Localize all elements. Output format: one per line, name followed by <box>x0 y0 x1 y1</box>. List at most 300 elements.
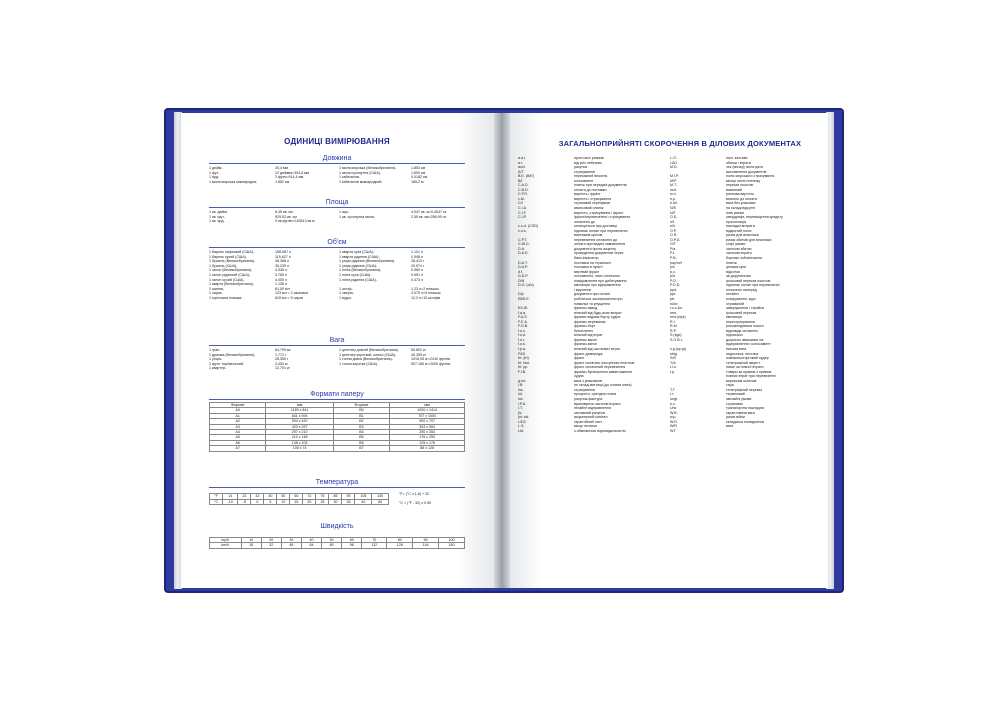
length-title: Довжина <box>209 155 465 164</box>
abbreviation-meaning: питома вага <box>726 346 747 351</box>
abbreviation: n.wt. <box>670 201 678 206</box>
abbreviation-meaning: часткові збитки <box>726 246 752 251</box>
unit-cell: 1 галон рідинний (США)- <box>209 272 251 277</box>
abbreviation: M.I.P. <box>670 174 679 179</box>
abbreviation: P.N. <box>670 256 677 261</box>
table-cell: 30 <box>329 499 342 504</box>
abbreviation: T.T. <box>670 387 676 392</box>
abbreviation-meaning: платіж <box>726 260 737 265</box>
abbreviation: t.r. <box>670 392 674 397</box>
abbreviation-meaning: страхування <box>574 387 595 392</box>
abbreviation-meaning: оплачено наперед <box>726 287 757 292</box>
abbreviation: rem. <box>670 310 678 315</box>
abbreviation-meaning: акціонерний капітал <box>574 415 608 420</box>
abbreviation-meaning: квитанція про відправлення <box>574 283 621 288</box>
abbreviation-meaning: з обмеженою відповідальністю <box>574 428 626 433</box>
unit-cell: 45.359 кг <box>411 352 426 357</box>
abbreviation: S.(sgd) <box>670 333 682 338</box>
abbreviation: I.P.A. <box>518 401 527 406</box>
table-cell: 20 <box>303 499 316 504</box>
unit-cell: 1 галон (Великобританія)- <box>209 268 253 273</box>
abbreviation-meaning: франко-завод <box>574 306 598 311</box>
volume-title: Об'єм <box>209 239 465 248</box>
abbreviation-meaning: перестрахування <box>726 319 755 324</box>
unit-cell: 0,454 кг <box>275 361 288 366</box>
unit-cell: 0.0182 км <box>411 175 428 180</box>
paper-cell: 176 х 250 <box>390 435 465 440</box>
abbreviation-meaning: грошовий переказ поштою <box>726 278 771 283</box>
page-title: ОДИНИЦІ ВИМІРЮВАННЯ <box>284 137 390 146</box>
abbreviation: w.p. <box>670 415 677 420</box>
abbreviation-meaning: франко-бункеренню завантаження <box>574 369 633 374</box>
abbreviation-meaning: товари за правом з правом <box>726 369 772 374</box>
abbreviation: a.a.r. <box>518 156 526 160</box>
unit-cell: 1 фут- <box>209 170 220 175</box>
abbreviation-meaning: фрахт сплатить наступною платною <box>574 360 635 365</box>
paper-cell: A7 <box>210 446 266 451</box>
table-cell: 112 <box>362 543 387 548</box>
table-cell: 60 <box>342 538 362 543</box>
abbreviation-meaning: франко-борт <box>574 324 596 329</box>
abbreviation: T/A <box>670 360 676 365</box>
abbreviation: W.R. <box>670 419 678 424</box>
abbreviation: C.P.T. <box>518 237 528 242</box>
abbreviation: D/p <box>518 292 524 297</box>
abbreviation: O.P. <box>670 228 677 233</box>
abbreviation-meaning: грошовий переказ <box>726 310 757 315</box>
abbreviations-column-1 <box>518 156 634 433</box>
paper-cell: B7 <box>333 446 389 451</box>
abbreviation-meaning: поставлено, мито сплачено <box>574 274 620 279</box>
abbreviation: F.I.B. <box>518 369 527 374</box>
unit-cell: 1 ярд- <box>209 175 220 180</box>
table-cell: 25 <box>316 499 329 504</box>
paper-cell: B3 <box>333 424 389 429</box>
abbreviation-meaning: збитки і втрати <box>726 160 751 165</box>
unit-cell: 1.136 л <box>275 282 288 287</box>
unit-cell: 123 мл = 2 шкалики <box>275 291 308 296</box>
abbreviation: P.O.D. <box>670 283 681 288</box>
abbreviation-meaning: транспортна накладна <box>726 406 764 411</box>
unit-cell: 1 штоф- <box>339 286 353 291</box>
abbreviation-meaning: старі умови <box>726 242 746 247</box>
paper-cell: A6 <box>210 440 266 445</box>
unit-cell: 1 галон сухий (США)- <box>209 277 245 282</box>
abbreviation: D.D.P. <box>518 274 529 279</box>
table-cell: 48 <box>281 543 301 548</box>
abbreviation: rcl/cl <box>670 301 678 306</box>
paper-cell: A1 <box>210 413 266 418</box>
table-cell: °C <box>210 499 223 504</box>
unit-cell: 1 барель сухий (США)- <box>209 254 248 259</box>
unit-row <box>209 180 465 185</box>
abbreviation-meaning: фрахт <box>574 356 585 361</box>
abbreviation: C.I.P. <box>518 215 527 220</box>
unit-cell: 1 драхма (Великобританія)- <box>209 352 256 357</box>
abbreviation-meaning: гарантійний лист <box>574 419 603 424</box>
paper-cell: 125 х 176 <box>390 440 465 445</box>
abbreviation: c.o.d. (COD) <box>518 224 539 229</box>
weight-section <box>209 337 465 371</box>
abbreviation: p/d <box>670 274 675 279</box>
unit-cell: 1 бушель (Великобританія)- <box>209 259 256 264</box>
abbreviation-meaning: документи при оплаті <box>574 292 610 297</box>
unit-cell: 1 кабельтов міжнародний- <box>339 179 383 184</box>
unit-cell: 12,3 л=10 штофів <box>411 295 441 300</box>
abbreviation: O.R. <box>670 233 678 238</box>
abbreviation-meaning: рахунок <box>574 165 588 170</box>
abbreviation: B.E. (B/E) <box>518 174 534 179</box>
abbreviation-meaning: ризик війни <box>726 415 745 420</box>
table-cell: 23 <box>238 494 251 499</box>
table-cell: 95 <box>342 494 355 499</box>
abbreviation-meaning: терміновий <box>726 392 745 397</box>
abbreviation-meaning: франко вздовж борту судна <box>574 315 621 320</box>
abbreviation: frt. (frt) <box>518 356 529 361</box>
abbreviation: c.&i. <box>518 196 525 201</box>
table-cell: -10 <box>223 499 238 504</box>
abbreviation-meaning: рекомендована пошта <box>726 324 764 329</box>
abbreviation-meaning: фрахт/перевезення і страхування <box>574 215 631 220</box>
paper-header: Формат <box>210 403 266 408</box>
unit-cell: 1,23 л=2 пляшки <box>411 286 439 291</box>
abbreviation: frt. fwd. <box>518 360 530 365</box>
abbreviation-meaning: вага з упаковкою <box>574 378 603 383</box>
table-cell: 70 <box>362 538 387 543</box>
unit-cell: 3.785 л <box>275 272 288 277</box>
unit-cell: 25,4 мм <box>275 166 288 170</box>
abbreviation: d.f. <box>518 269 523 274</box>
temperature-title: Температура <box>209 479 465 488</box>
abbreviation-meaning: вага без упаковки <box>726 201 756 206</box>
unit-cell: 929,03 кв. см <box>275 214 297 219</box>
paper-cell: A5 <box>210 435 266 440</box>
unit-cell: 1 миля сухопутна (США)- <box>339 170 382 175</box>
paper-cell: 105 х 74 <box>266 446 333 451</box>
abbreviation-meaning: відправлення і коносамент <box>726 342 771 347</box>
unit-cell: 0.569 л <box>411 268 424 273</box>
unit-cell: 1 кварта суха (США)- <box>339 250 375 254</box>
unit-cell <box>339 366 411 371</box>
weight-title: Вага <box>209 337 465 346</box>
abbreviation: N/T <box>670 210 676 215</box>
abbreviation: ptr. <box>670 296 675 301</box>
paper-cell: 500 х 707 <box>390 419 465 424</box>
abbreviation-meaning: підписано <box>726 333 743 338</box>
right-page <box>510 113 828 588</box>
abbreviation-meaning: ціновик ціни <box>726 265 747 270</box>
abbreviation: C.I.A. <box>518 206 527 211</box>
abbreviation-meaning: отриманий <box>726 301 745 306</box>
area-title: Площа <box>209 199 465 208</box>
abbreviation: c.o.s. <box>518 228 527 233</box>
unit-cell: 4.047 кв. м=0,4047 га <box>411 210 447 214</box>
paper-cell: 353 х 500 <box>390 424 465 429</box>
abbreviation: ppt. <box>670 292 676 297</box>
abbreviation: jnt. stk <box>518 415 529 420</box>
abbreviation-meaning: вартість і страхування <box>574 196 612 201</box>
paper-cell: 420 х 297 <box>266 424 333 429</box>
unit-cell: 1 кв. фут- <box>209 214 226 219</box>
table-cell: 0 <box>251 499 264 504</box>
abbreviation: p/c <box>670 265 675 270</box>
paper-cell: 841 х 594 <box>266 413 333 418</box>
unit-cell: 907.185 кг=2000 фунтів <box>411 361 451 366</box>
abbreviation: S/N <box>670 356 676 361</box>
abbreviation-meaning: підлягає оплаті при перевезенні <box>726 283 780 288</box>
unit-cell: 115,627 л <box>275 254 291 259</box>
abbreviation-meaning: місце печатки <box>574 424 597 429</box>
abbreviation: m.v. <box>670 192 677 197</box>
table-cell: 16 <box>241 543 261 548</box>
paper-cell: 88 х 125 <box>390 446 465 451</box>
abbreviation-meaning: авансовий платіж <box>574 206 604 211</box>
unit-cell: 1 кабельтов- <box>339 175 360 180</box>
abbreviation-meaning: робляться застереження про <box>574 296 623 301</box>
abbreviation-meaning: і вручення <box>574 287 592 292</box>
formula-c: °C = (°F - 32) х 0.55 <box>399 501 432 505</box>
abbreviation-meaning: страхування <box>574 169 595 174</box>
unit-cell: 0.473 л <box>411 277 424 282</box>
speed-section <box>209 523 465 549</box>
unit-cell: 1 горілчана пляшка- <box>209 295 243 300</box>
book-spine <box>494 113 510 588</box>
abbreviation: rect.(rept) <box>670 315 686 320</box>
abbreviation-meaning: вантажем цілком <box>574 233 603 238</box>
table-cell: 75 <box>316 494 329 499</box>
abbreviation: P/a <box>670 246 676 251</box>
abbreviation-meaning: проведення документів через <box>574 251 624 256</box>
abbreviation-meaning: овердрафт, перевищення кредиту <box>726 215 783 220</box>
table-row <box>210 446 465 451</box>
unit-cell: 1 квартер- <box>209 366 227 371</box>
paper-cell: 594 х 420 <box>266 419 333 424</box>
abbreviation-meaning: документи проти акцепту <box>574 246 617 251</box>
abbreviation: a.r. <box>518 160 523 165</box>
table-cell: 5 <box>264 499 277 504</box>
table-cell: °F <box>210 494 223 499</box>
paper-cell: 707 х 1000 <box>390 413 465 418</box>
table-cell: 40 <box>301 538 321 543</box>
unit-row <box>209 296 465 301</box>
abbreviation: r.c.c.&s. <box>670 306 683 311</box>
abbreviation-meaning: тара <box>726 383 734 388</box>
abbreviation-meaning: проценти, орендна плата <box>574 392 617 397</box>
abbreviation-meaning: коносамент <box>574 178 594 183</box>
abbreviation-meaning: доцільно зважаючи на <box>726 337 764 342</box>
unit-row <box>209 366 465 371</box>
abbreviation: O.D. <box>670 215 678 220</box>
abbreviation-meaning: вільний від втрат <box>574 333 603 338</box>
abbreviation: mut. <box>670 187 677 192</box>
unit-cell: 185,2 м <box>411 179 424 184</box>
paper-cell: B6 <box>333 440 389 445</box>
abbreviation-meaning: фрахт-демередж <box>574 351 603 356</box>
abbreviation-meaning: перевезення оплачено до <box>574 237 618 242</box>
abbreviation: t.p. <box>670 369 675 374</box>
abbreviation: f.o.s. <box>518 342 526 347</box>
abbreviation-meaning: звичайні умови <box>726 396 752 401</box>
abbreviation-meaning: ринкова вартість <box>726 192 755 197</box>
unit-cell: 1 пінта суха (США)- <box>339 272 372 277</box>
abbreviation-meaning: на складі відсутні <box>726 206 756 211</box>
abbreviation-meaning: франко-вагон <box>574 342 597 347</box>
abbreviation: L&D <box>670 160 677 165</box>
abbreviation: I.T. <box>518 406 523 411</box>
abbreviation-meaning: вексель до оплати <box>726 196 757 201</box>
abbreviation: WT <box>670 428 676 433</box>
paper-section <box>209 391 465 452</box>
table-cell: 144 <box>413 543 439 548</box>
table-cell: 100 <box>439 538 465 543</box>
table-cell: -5 <box>238 499 251 504</box>
abbreviation-meaning: котирування, курс <box>726 296 756 301</box>
unit-cell: 158,987 л <box>275 250 292 254</box>
table-cell: 14 <box>223 494 238 499</box>
abbreviation-meaning: страховик <box>726 401 743 406</box>
unit-cell: 1 унція рідинна (США)- <box>339 263 378 268</box>
abbreviation-meaning: банк-інкасатор <box>574 256 599 261</box>
abbreviation-meaning: страховий сертифікат <box>574 201 611 206</box>
abbreviation: W/R <box>670 424 677 429</box>
abbreviation: O.P.D. <box>670 237 681 242</box>
unit-cell: 1 кв. сухопутна миля- <box>339 214 375 219</box>
abbreviation-meaning: чек (місяці) після дати <box>726 165 763 170</box>
abbreviation-meaning: оплата до поставки <box>574 187 607 192</box>
abbreviation-meaning: відсотки <box>726 269 740 274</box>
abbreviation: C.F.R. <box>518 192 528 197</box>
unit-cell: 1.101 л <box>411 250 424 254</box>
abbreviation-meaning: складська посвідчення <box>726 419 765 424</box>
abbreviation-meaning: не склад митниці (до сплати мита) <box>574 383 632 388</box>
unit-cell: 1 пінта рідинна (США)- <box>339 277 378 282</box>
abbreviation-meaning: вільний від будь-яких витрат <box>574 310 622 315</box>
abbreviation-meaning: вільний від часткових втрат <box>574 346 621 351</box>
abbreviation-meaning: відповідь оплачено <box>726 328 759 333</box>
abbreviation: F&D <box>518 351 526 356</box>
left-page <box>181 113 494 588</box>
abbreviation: D.O. (d/o) <box>518 283 534 288</box>
abbreviation: D/N <box>518 278 525 283</box>
unit-cell: 0.551 л <box>411 272 424 277</box>
unit-cell: 1.853 км <box>411 166 426 170</box>
abbreviation: D.A.T. <box>518 260 528 265</box>
abbreviation: N/S <box>670 206 676 211</box>
abbreviation: R.I. <box>670 319 676 324</box>
unit-cell: 1 миля морська міжнародна- <box>209 179 258 184</box>
abbreviation: ppd. <box>670 287 677 292</box>
abbreviation-meaning: від усіх небезпек <box>574 160 602 165</box>
abbreviations-column-2 <box>670 156 783 433</box>
abbreviation-meaning: заворушення і страйки <box>726 306 764 311</box>
unit-cell: 50.802 кг <box>411 348 426 352</box>
abbreviation-meaning: лист застави <box>726 156 748 160</box>
abbreviation-meaning: поліс морського страхування <box>726 174 775 179</box>
abbreviation-meaning: зовнішньоторговий ордер <box>726 356 769 361</box>
abbreviation-meaning: боргове зобов'язання <box>726 256 762 261</box>
abbreviation-meaning: помилки та упущення <box>574 301 611 306</box>
abbreviation-meaning: пролонгація <box>726 219 747 224</box>
abbreviation: t.l.o. <box>670 365 677 370</box>
abbreviation: D.A.P. <box>518 265 528 270</box>
abbreviation-meaning: заставний рахунок <box>574 410 606 415</box>
unit-cell: 4.405 л <box>275 277 288 282</box>
abbreviation: F.C.A. <box>518 319 528 324</box>
abbreviation-meaning: підлягає оплаті при перевезенні <box>574 228 628 233</box>
unit-cell: 1 кварта рідинна (США)- <box>339 254 380 259</box>
abbreviation-meaning: фрахт сплачений перевезення <box>574 365 626 370</box>
unit-cell: 1 шипня- <box>209 286 224 291</box>
abbreviations-title: ЗАГАЛЬНОПРИЙНЯТІ СКОРОЧЕННЯ В ДІЛОВИХ ДОКУМЕНТАХ <box>558 139 802 148</box>
unit-cell: 1.609 км <box>411 170 426 175</box>
abbreviation-meaning: квитанція <box>726 315 742 320</box>
table-cell: 15 <box>290 499 303 504</box>
table-cell: 96 <box>342 543 362 548</box>
unit-cell: 35,239 л <box>275 263 290 268</box>
unit-cell: 0.946 л <box>411 254 424 259</box>
abbreviation-meaning: негайно <box>726 292 740 297</box>
unit-cell: 1 відро- <box>339 295 352 300</box>
speed-title: Швидкість <box>320 523 354 530</box>
unit-cell: 1 унція рідинна (Великобританія)- <box>339 259 396 264</box>
unit-cell: 1 центнер короткий, кінтал (США)- <box>339 352 397 357</box>
unit-cell: 1 барель нафтовий (США)- <box>209 250 255 254</box>
abbreviation: M/P <box>670 178 677 183</box>
unit-cell <box>411 366 465 371</box>
paper-cell: 250 х 353 <box>390 430 465 435</box>
abbreviation: p.c. <box>670 269 676 274</box>
abbreviation-meaning: за дорученням <box>726 274 751 279</box>
unit-cell: 1 фунт торгівельний- <box>209 361 244 366</box>
abbreviation-meaning: недостача, нестача <box>726 351 759 356</box>
paper-cell: B4 <box>333 430 389 435</box>
unit-cell: 615 мл = 5 чарок <box>275 295 304 300</box>
area-section <box>209 199 465 224</box>
abbreviation: EX.W. <box>518 306 528 311</box>
table-cell: 35 <box>342 499 355 504</box>
abbreviation: M.T. <box>670 183 677 188</box>
table-cell: 30 <box>281 538 301 543</box>
abbreviation: C/I <box>518 201 523 206</box>
abbreviation-meaning: накладні витрати <box>726 224 755 229</box>
abbreviation: R.M. <box>670 324 678 329</box>
abbreviation-meaning: враховуючи часткові втрати <box>574 401 621 406</box>
abbreviation: I.B <box>518 383 523 388</box>
abbreviation: D.A. <box>518 246 525 251</box>
abbreviation: R.P. <box>670 328 677 333</box>
table-cell: 40 <box>264 494 277 499</box>
abbreviation-meaning: відкритий поліс <box>726 228 752 233</box>
unit-cell <box>339 219 411 224</box>
temperature-table <box>209 493 389 505</box>
abbreviation: o/f. <box>670 219 675 224</box>
abbreviation: B/I <box>518 178 523 183</box>
abbreviation: ungt. <box>670 396 678 401</box>
abbreviation: EBD.E <box>518 296 529 301</box>
abbreviation: L.O. <box>670 156 677 160</box>
abbreviation: S.O.B.I. <box>670 337 683 342</box>
abbreviation-meaning: лише за повної втрати <box>726 365 764 370</box>
abbreviation-meaning: вартість, страхування і фрахт <box>574 210 624 215</box>
paper-cell: A0 <box>210 408 266 413</box>
unit-cell <box>411 219 465 224</box>
abbreviation-meaning: ризик для власника <box>726 233 759 238</box>
paper-cell: B0 <box>333 408 389 413</box>
abbreviation-meaning: франко-перевізник <box>574 319 606 324</box>
abbreviation-meaning: проти всіх ризиків <box>574 156 604 160</box>
unit-cell: 1 акр- <box>339 210 349 214</box>
abbreviation: j/v <box>518 410 522 415</box>
